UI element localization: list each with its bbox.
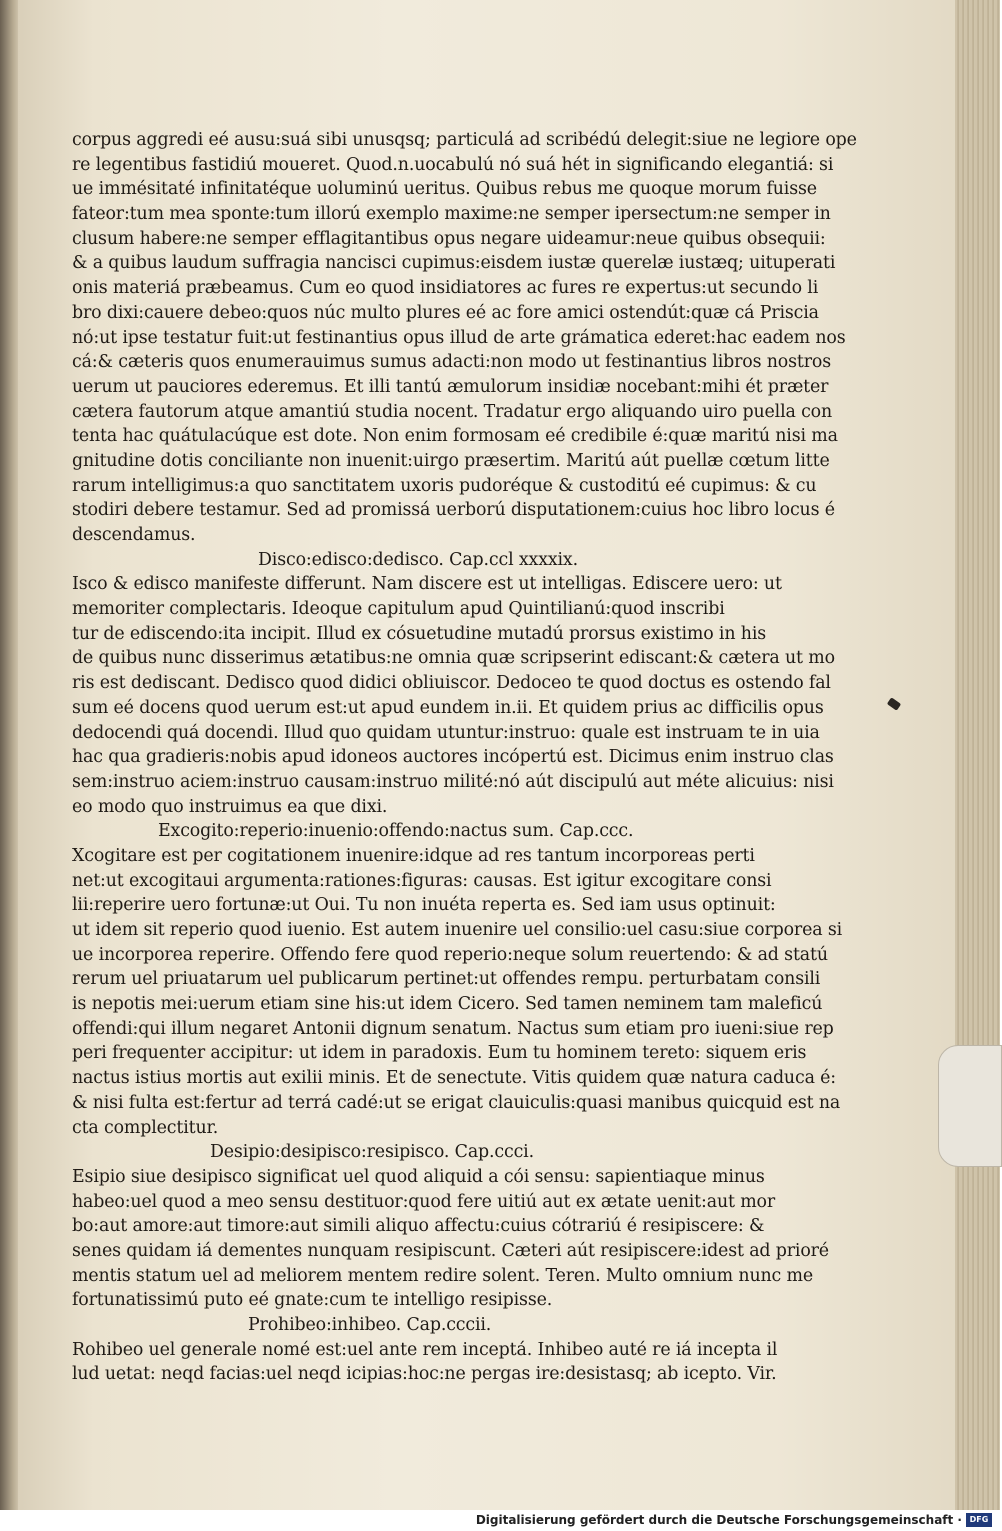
text-line: Xcogitare est per cogitationem inuenire:idque ad res tantum incorporeas perti [72,845,755,866]
text-line: & a quibus laudum suffragia nancisci cupimus:eisdem iustæ querelæ iustæq; uituperati [72,253,836,274]
text-line: cætera fautorum atque amantiú studia nocent. Tradatur ergo aliquando uiro puella con [72,401,833,422]
chapter-heading: Disco:edisco:dedisco. Cap.ccl xxxxix. [258,549,578,570]
text-line: tur de ediscendo:ita incipit. Illud ex cósuetudine mutadú prorsus existimo in his [72,623,767,644]
text-line: cta complectitur. [72,1117,219,1138]
text-line: cá:& cæteris quos enumerauimus sumus adacti:non modo ut festinantius libros nostros [72,352,831,373]
text-line: Esipio siue desipisco significat uel quod aliquid a cói sensu: sapientiaque minus [72,1166,765,1187]
text-line: & nisi fulta est:fertur ad terrá cadé:ut se erigat clauiculis:quasi manibus quicquid est na [72,1092,841,1113]
text-line: lii:reperire uero fortunæ:ut Oui. Tu non inuéta reperta es. Sed iam usus optinuit: [72,895,776,916]
text-line: descendamus. [72,525,196,545]
text-line: senes quidam iá dementes nunquam resipiscunt. Cæteri aút resipiscere:idest ad prioré [72,1240,829,1261]
text-line: ris est dediscant. Dedisco quod didici obliuiscor. Dedoceo te quod doctus es ostendo fal [72,673,831,694]
dfg-logo: DFG [966,1513,992,1527]
text-line: de quibus nunc disserimus ætatibus:ne omnia quæ scripserint ediscant:& cætera ut mo [72,648,835,669]
text-line: bro dixi:cauere debeo:quos núc multo plures eé ac fore amici ostendút:quæ cá Priscia [72,302,819,323]
text-line: fateor:tum mea sponte:tum illorú exemplo maxime:ne semper ipersectum:ne semper in [72,204,831,225]
text-line: Isco & edisco manifeste differunt. Nam discere est ut intelligas. Ediscere uero: ut [72,574,782,595]
text-line: fortunatissimú puto eé gnate:cum te intelligo resipisse. [72,1290,553,1311]
text-line: nactus istius mortis aut exilii minis. Et de senectute. Vitis quidem quæ natura caduca é: [72,1068,837,1089]
text-line: uerum ut pauciores ederemus. Et illi tantú æmulorum insidiæ nocebant:mihi ét præter [72,376,829,397]
text-line: is nepotis mei:uerum etiam sine his:ut idem Cicero. Sed tamen neminem tam maleficú [72,994,823,1015]
text-line: bo:aut amore:aut timore:aut simili aliquo affectu:cuius cótrariú é resipiscere: & [72,1216,765,1237]
text-line: sem:instruo aciem:instruo causam:instruo milité:nó aút discipulú aut méte alicuius: nisi [72,771,834,792]
text-line: memoriter complectaris. Ideoque capitulum apud Quintilianú:quod inscribi [72,599,725,620]
text-line: habeo:uel quod a meo sensu destituor:quod fere uitiú aut ex ætate uenit:aut mor [72,1191,776,1212]
text-line: Rohibeo uel generale nomé est:uel ante rem inceptá. Inhibeo auté re iá incepta il [72,1339,778,1360]
text-line: clusum habere:ne semper efflagitantibus opus negare uideamur:neue quibus obsequii: [72,228,826,249]
text-line: offendi:qui illum negaret Antonii dignum senatum. Nactus sum etiam pro iueni:siue rep [72,1018,834,1039]
text-line: stodiri debere testamur. Sed ad promissá uerború disputationem:cuius hoc libro locus é [72,500,835,521]
text-line: corpus aggredi eé ausu:suá sibi unusqsq; particulá ad scribédú delegit:siue ne legiore ope [72,130,857,150]
text-line: ut idem sit reperio quod iuenio. Est autem inuenire uel consilio:uel casu:siue corporea si [72,920,843,940]
text-line: ue incorporea reperire. Offendo fere quod reperio:neque solum reuertendo: & ad statú [72,944,828,965]
text-line: rerum uel priuatarum uel publicarum pertinet:ut offendes rempu. perturbatam consili [72,969,821,990]
text-line: lud uetat: neqd facias:uel neqd icipias:hoc:ne pergas ire:desistasq; ab icepto. Vir. [72,1364,777,1385]
text-line: mentis statum uel ad meliorem mentem redire solent. Teren. Multo omnium nunc me [72,1265,813,1286]
text-line: re legentibus fastidiú moueret. Quod.n.uocabulú nó suá hét in significando elegantiá: si [72,154,834,175]
footer-credit: Digitalisierung gefördert durch die Deutsche Forschungsgemeinschaft · [475,1513,962,1527]
chapter-heading: Desipio:desipisco:resipisco. Cap.ccci. [210,1142,534,1163]
text-line: dedocendi quá docendi. Illud quo quidam utuntur:instruo: quale est instruam te in uia [72,722,820,743]
text-line: ue immésitaté infinitatéque uoluminú ueritus. Quibus rebus me quoque morum fuisse [72,179,817,200]
text-line: tenta hac quátulacúque est dote. Non enim formosam eé credibile é:quæ maritú nisi ma [72,426,838,447]
latin-text-body [72,128,857,1387]
text-line: net:ut excogitaui argumenta:rationes:figuras: causas. Est igitur excogitare consi [72,870,772,891]
text-line: nó:ut ipse testatur fuit:ut festinantius opus illud de arte grámatica ederet:hac eadem nos [72,327,846,348]
page-edges [955,0,1000,1510]
text-line: peri frequenter accipitur: ut idem in paradoxis. Eum tu hominem tereto: siquem eris [72,1043,807,1064]
chapter-heading: Excogito:reperio:inuenio:offendo:nactus sum. Cap.ccc. [158,821,634,842]
page-tab-marker [938,1045,1002,1167]
text-line: onis materiá præbeamus. Cum eo quod insidiatores ac fures re expertus:ut secundo li [72,278,819,299]
chapter-heading: Prohibeo:inhibeo. Cap.cccii. [248,1315,492,1335]
text-line: eo modo quo instruimus ea que dixi. [72,796,388,817]
footer-bar [0,1510,1000,1531]
text-line: gnitudine dotis conciliante non inuenit:uirgo præsertim. Maritú aút puellæ cœtum litte [72,450,830,471]
text-line: rarum intelligimus:a quo sanctitatem uxoris pudoréque & custoditú eé cupimus: & cu [72,475,817,496]
text-line: hac qua gradieris:nobis apud idoneos auctores incópertú est. Dicimus enim instruo clas [72,747,834,768]
text-line: sum eé docens quod uerum est:ut apud eundem in.ii. Et quidem prius ac difficilis opus [72,697,824,718]
